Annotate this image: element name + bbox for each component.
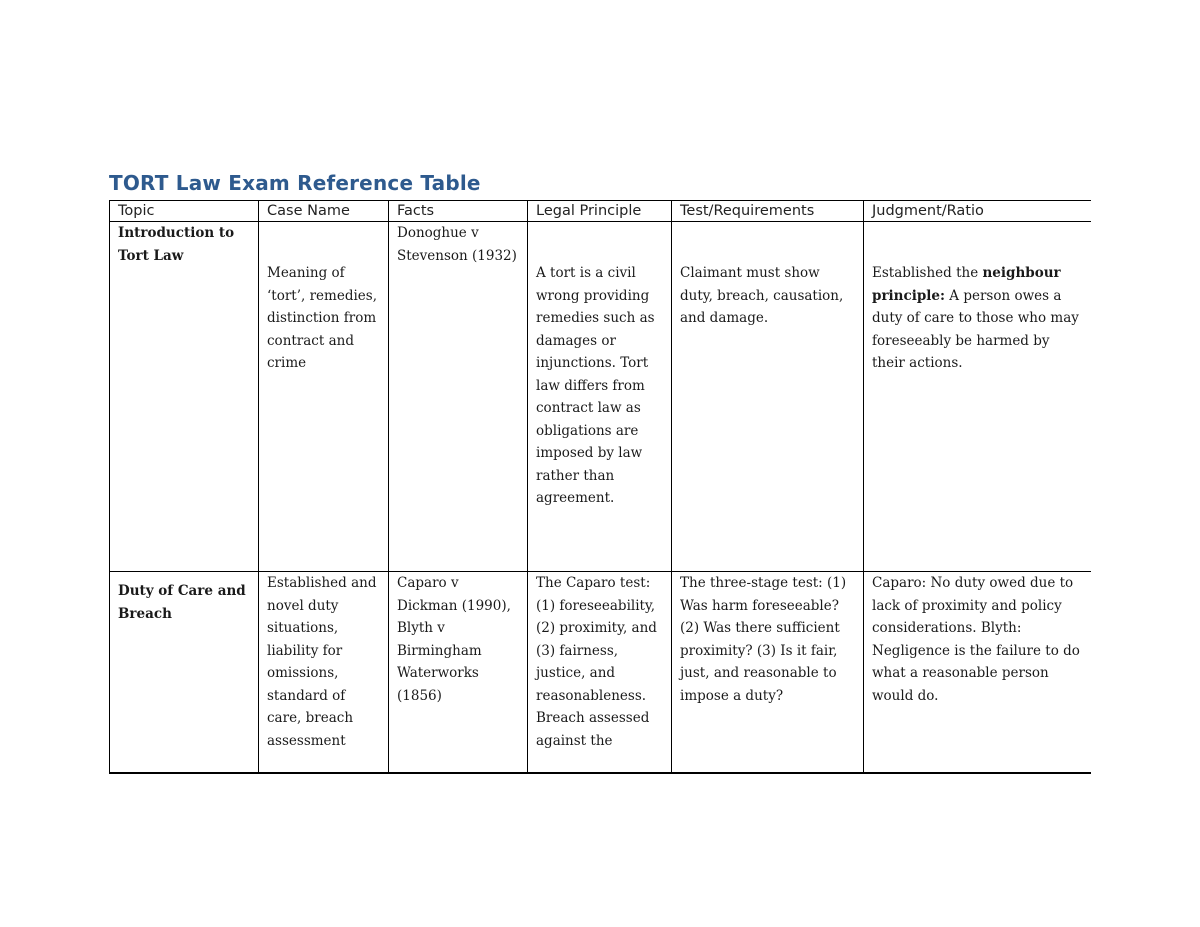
topic-text: Duty of Care and Breach — [118, 583, 246, 622]
test-requirements-text: The three-stage test: (1) Was harm foreseeable? (2) Was there sufficient proximity? (3) Is it fair, just, and reasonable to impose a duty? — [680, 575, 847, 704]
cell-judgment-ratio — [864, 572, 1092, 775]
case-name-text: Meaning of ‘tort’, remedies, distinction from contract and crime — [267, 265, 377, 371]
table-row — [110, 222, 1092, 572]
facts-text: Caparo v Dickman (1990), Blyth v Birmingham Waterworks (1856) — [397, 575, 511, 704]
cell-legal-principle — [528, 572, 672, 775]
cell-test-requirements — [672, 222, 864, 572]
header-case-name: Case Name — [259, 201, 389, 222]
header-facts: Facts — [389, 201, 528, 222]
cell-legal-principle — [528, 222, 672, 572]
cell-case-name — [259, 572, 389, 775]
cell-facts — [389, 572, 528, 775]
legal-principle-text: A tort is a civil wrong providing remedies such as damages or injunctions. Tort law differs from contract law as obligations are imposed by law rather than agreement. — [536, 265, 655, 506]
cell-test-requirements — [672, 572, 864, 775]
header-topic: Topic — [110, 201, 259, 222]
header-judgment-ratio: Judgment/Ratio — [864, 201, 1092, 222]
topic-text: Introduction to Tort Law — [118, 225, 235, 264]
cell-judgment-ratio — [864, 222, 1092, 572]
legal-principle-text: The Caparo test: (1) foreseeability, (2) proximity, and (3) fairness, justice, and reasonableness. Breach assessed against the — [536, 575, 657, 749]
judgment-prefix-text: Established the — [872, 265, 983, 281]
cell-case-name — [259, 222, 389, 572]
reference-table — [109, 200, 1091, 774]
test-requirements-text: Claimant must show duty, breach, causation, and damage. — [680, 265, 844, 326]
facts-text: Donoghue v Stevenson (1932) — [397, 225, 517, 264]
judgment-text: Caparo: No duty owed due to lack of proximity and policy considerations. Blyth: Negligence is the failure to do what a reasonable person would do. — [872, 575, 1080, 704]
document-title: TORT Law Exam Reference Table — [109, 171, 481, 195]
judgment-bold-text: neighbour principle: — [872, 265, 1061, 304]
table-row — [110, 572, 1092, 775]
cell-topic — [110, 222, 259, 572]
cell-facts — [389, 222, 528, 572]
table-bottom-border — [109, 772, 1091, 774]
judgment-suffix-text: A person owes a duty of care to those who may foreseeably be harmed by their actions. — [872, 287, 1079, 371]
header-test-requirements: Test/Requirements — [672, 201, 864, 222]
table-header-row — [110, 201, 1092, 222]
header-legal-principle: Legal Principle — [528, 201, 672, 222]
reference-table-container — [109, 200, 1091, 774]
case-name-text: Established and novel duty situations, liability for omissions, standard of care, breach assessment — [267, 575, 377, 749]
cell-topic — [110, 572, 259, 775]
